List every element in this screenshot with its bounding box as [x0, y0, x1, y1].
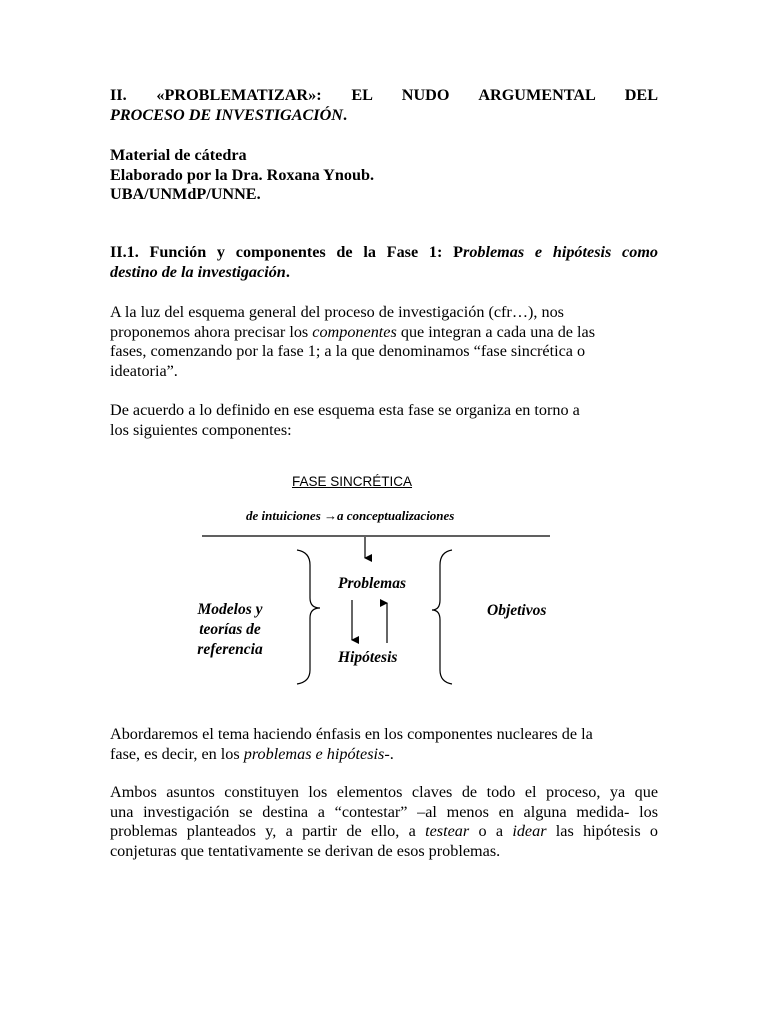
- section-end: .: [285, 262, 290, 281]
- title-line-2-end: .: [342, 105, 348, 124]
- p4-line-4: conjeturas que tentativamente se derivan de esos problemas.: [110, 841, 501, 860]
- p4-line-3a: problemas planteados y, a partir de ello, a: [110, 822, 426, 840]
- p3-line-1: Abordaremos el tema haciendo énfasis en los componentes nucleares de la: [110, 725, 593, 743]
- section-label: II.1. Función y componentes de la Fase 1: P: [110, 243, 464, 261]
- section-heading: [110, 243, 658, 282]
- author-line-2: Elaborado por la Dra. Roxana Ynoub.: [110, 165, 374, 184]
- subtitle-end: a conceptualizaciones: [337, 508, 455, 523]
- right-label: Objetivos: [487, 602, 547, 619]
- p1-line-2-italic: componentes: [312, 322, 397, 341]
- p1-line-2b: que integran a cada una de las: [396, 322, 595, 341]
- p3-line-2a: fase, es decir, en los: [110, 744, 244, 763]
- p4-line-3m: o a: [469, 822, 513, 840]
- p1-line-3: fases, comenzando por la fase 1; a la que denominamos “fase sincrética o: [110, 342, 586, 360]
- diagram-heading: FASE SINCRÉTICA: [292, 474, 413, 489]
- author-line-3: UBA/UNMdP/UNNE.: [110, 185, 261, 203]
- section-italic-1: roblemas e hipótesis como: [463, 243, 658, 261]
- p3-line-2b: -.: [384, 744, 394, 763]
- title-line-2: PROCESO DE INVESTIGACIÓN: [110, 105, 343, 124]
- paragraph-4: [110, 783, 658, 861]
- p1-line-4: ideatoria”.: [110, 361, 178, 380]
- author-line-1: Material de cátedra: [110, 146, 247, 164]
- left-brace: [297, 550, 320, 684]
- document-title: [110, 86, 658, 125]
- paragraph-1: [110, 303, 658, 381]
- p1-line-1: A la luz del esquema general del proceso de investigación (cfr…), nos: [110, 303, 564, 321]
- right-brace: [432, 550, 452, 684]
- p4-line-3b: las hipótesis o: [546, 822, 659, 840]
- top-label: Problemas: [338, 575, 407, 592]
- title-line-1: II. «PROBLEMATIZAR»: EL NUDO ARGUMENTAL DEL: [110, 86, 658, 104]
- p4-line-2: una investigación se destina a “contestar” –al menos en alguna medida- los: [110, 802, 658, 821]
- p4-line-3-italic-2: idear: [512, 822, 547, 840]
- p1-line-2a: proponemos ahora precisar los: [110, 322, 313, 341]
- author-block: [110, 146, 658, 205]
- p2-line-2: los siguientes componentes:: [110, 420, 292, 439]
- diagram-subtitle: [246, 508, 454, 524]
- section-italic-2: destino de la investigación: [110, 262, 286, 281]
- p4-line-1: Ambos asuntos constituyen los elementos claves de todo el proceso, ya que: [110, 783, 658, 801]
- bottom-label: Hipótesis: [338, 649, 398, 666]
- paragraph-2: [110, 401, 658, 440]
- left-label: Modelos y teorías de referencia: [197, 601, 263, 658]
- p2-line-1: De acuerdo a lo definido en ese esquema esta fase se organiza en torno a: [110, 401, 580, 419]
- arrow-right-icon: →: [324, 508, 338, 523]
- p4-line-3-italic-1: testear: [425, 822, 470, 840]
- paragraph-3: [110, 725, 658, 764]
- p3-line-2-italic: problemas e hipótesis: [243, 744, 385, 763]
- subtitle-start: de intuiciones: [246, 508, 325, 523]
